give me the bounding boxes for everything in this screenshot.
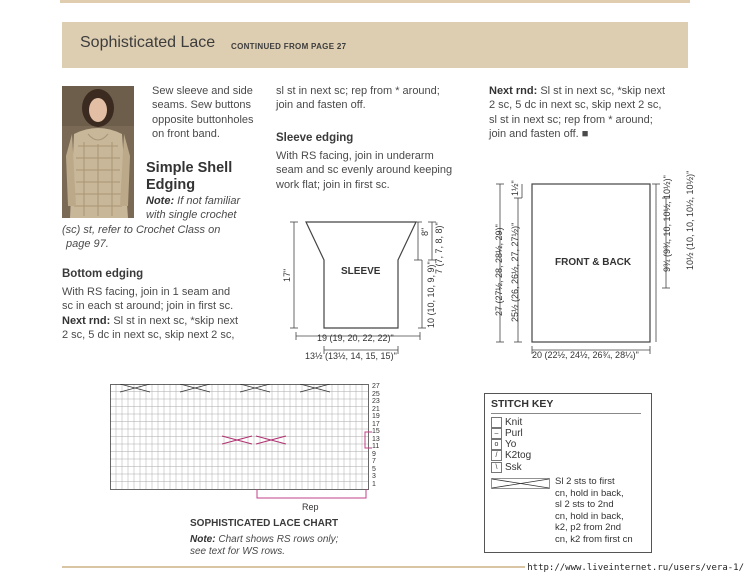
key-label: K2tog [505,450,532,462]
text-line: see text for WS rows. [190,546,286,557]
continued-label: CONTINUED FROM PAGE 27 [231,42,347,51]
text-line: cn, hold in back, [555,487,624,499]
chart-row-number: 3 [372,473,376,480]
text-line: cn, k2 from first cn [555,533,633,545]
lace-chart-grid [110,384,372,498]
top-rule [60,0,690,3]
chart-row-number: 27 [372,383,380,390]
stitch-key-title: STITCH KEY [491,398,554,410]
sleeve-width-dim: 19 (19, 20, 22, 22)" [317,333,394,343]
heading-line: Edging [146,177,196,193]
text-line: Sl st in next sc, *skip next [113,314,239,327]
text-line: sl st in next sc; rep from * around; [276,85,440,97]
key-label: Knit [505,417,523,429]
finishing-text [152,84,254,142]
cable-symbol [491,478,551,490]
note-text [146,194,240,223]
footer-url-link[interactable]: http://www.liveinternet.ru/users/vera-1/ [527,563,744,573]
purl-symbol: – [491,428,502,439]
repeat-label: Rep [302,502,319,512]
front-top-dim: 1½" [510,180,520,196]
key-label: Purl [505,428,523,440]
sleeve-schematic [270,200,480,370]
bottom-edging-text [62,285,238,343]
stitch-key-rule [491,413,641,414]
next-rnd-label: Next rnd: [489,85,538,97]
text-line: page 97. [66,238,109,251]
col3-text [489,84,665,142]
note-label: Note: [146,195,175,207]
front-armhole-dim: 10½ (10, 10, 10½, 10½)" [685,170,695,270]
knit-symbol [491,417,502,428]
sleeve-label: SLEEVE [341,266,381,277]
model-photo [62,86,134,218]
note-label: Note: [190,534,216,545]
text-line: (sc) st, refer to Crochet Class on [62,224,221,236]
text-line: join and fasten off. [276,99,366,112]
text-line: 2 sc, 5 dc in next sc, skip next 2 sc, [62,329,235,342]
text-line: seams. Sew buttons [152,99,252,112]
chart-row-number: 7 [372,458,376,465]
sleeve-cap-dim: 8" [420,227,430,236]
text-line: on front band. [152,128,220,141]
key-label: Yo [505,439,517,451]
cable-description [555,476,633,545]
text-line: work flat; join in first sc. [276,178,390,191]
text-line: with single crochet [146,209,237,222]
front-back-label: FRONT & BACK [555,257,632,268]
next-rnd-label: Next rnd: [62,314,111,327]
sleeve-lower-dim: 10 (10, 10, 9, 9)" [426,261,436,328]
text-line: If not familiar [177,195,241,207]
text-line: Sl 2 sts to first [555,476,615,487]
sleeve-edging-text [276,149,452,192]
k2tog-symbol: / [491,450,502,461]
chart-row-number: 17 [372,420,380,428]
chart-row-number: 15 [372,428,380,435]
chart-note [190,534,338,558]
ssk-symbol: \ [491,462,502,473]
text-line: sc in each st around; join in first sc. [62,300,234,313]
chart-row-number: 21 [372,405,380,413]
front-side-dim: 9¾ (9¾, 10, 10½, 10½)" [662,175,672,272]
front-length-lower-dim: 25½ (26, 26½, 27, 27½)" [510,222,520,322]
front-width-dim: 20 (22½, 24½, 26¾, 28¼)" [532,350,639,360]
chart-row-number: 25 [372,390,380,398]
text-line: join and fasten off. ■ [489,128,589,141]
text-line: Sl st in next sc, *skip next [540,85,666,97]
chart-row-number: 1 [372,480,376,488]
chart-row-number: 5 [372,465,376,473]
page-title: Sophisticated Lace [80,34,216,51]
chart-row-number: 23 [372,398,380,405]
sleeve-cuff-dim: 13½ (13½, 14, 15, 15)" [305,351,397,361]
text-line: cn, hold in back, [555,510,624,522]
note-text-cont [62,223,220,252]
lace-chart-title: SOPHISTICATED LACE CHART [190,518,339,529]
text-line: seam and sc evenly around keeping [276,164,453,177]
sleeve-edging-heading: Sleeve edging [276,132,354,144]
section-heading-simple-shell [146,160,232,194]
chart-row-number: 9 [372,450,376,458]
chart-row-number: 13 [372,435,380,443]
text-line: sl st in next sc; rep from * around; [489,113,653,126]
heading-line: Simple Shell [146,160,233,176]
col2-text [276,84,440,113]
text-line: Sew sleeve and side [152,85,253,97]
chart-row-number: 11 [372,443,380,450]
text-line: With RS facing, join in 1 seam and [62,286,231,298]
stitch-key-list [491,417,531,473]
bottom-edging-heading: Bottom edging [62,268,144,280]
text-line: sl 2 sts to 2nd [555,499,614,510]
yo-symbol: o [491,439,502,450]
front-length-total-dim: 27 (27½, 28, 28½, 29)" [494,224,504,316]
text-line: 2 sc, 5 dc in next sc, skip next 2 sc, [489,99,662,112]
text-line: opposite buttonholes [152,113,254,126]
sleeve-cap-dim-2: 7 (7, 7, 8, 8)" [434,222,444,274]
stitch-key-box [484,393,652,553]
key-label: Ssk [505,461,522,473]
text-line: Chart shows RS rows only; [218,534,339,545]
text-line: With RS facing, join in underarm [276,150,434,162]
chart-row-number: 19 [372,413,380,420]
sleeve-height-dim: 17" [282,268,292,282]
text-line: k2, p2 from 2nd [555,522,622,533]
